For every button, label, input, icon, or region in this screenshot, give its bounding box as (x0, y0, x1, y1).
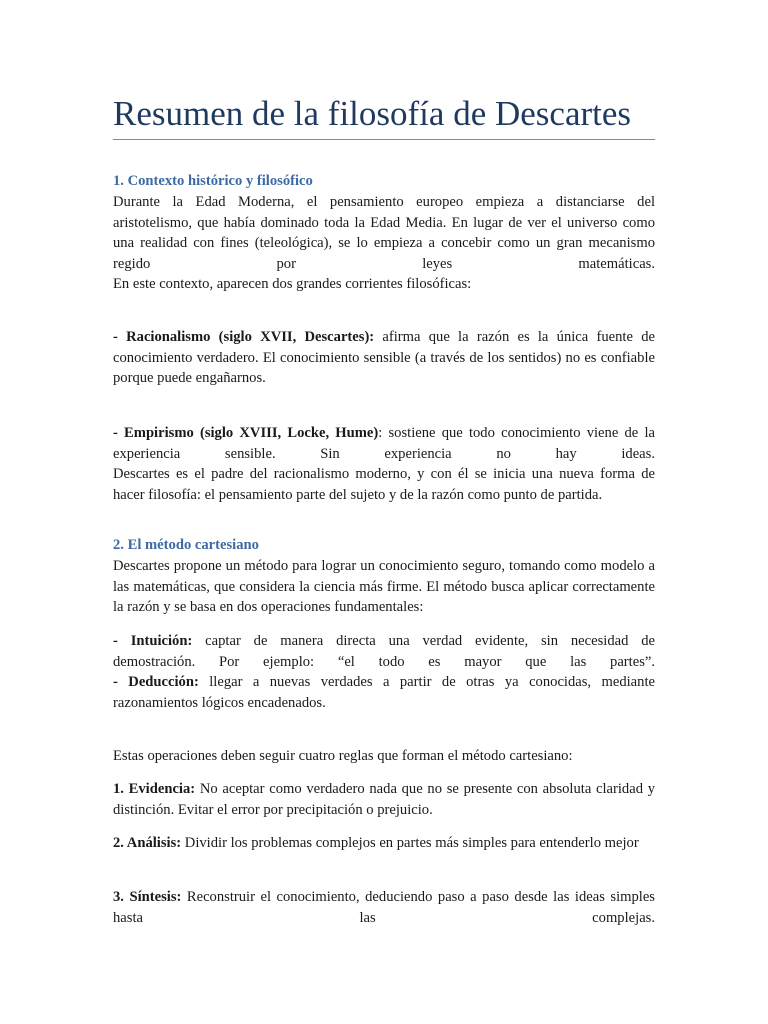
empirismo-label: - Empirismo (siglo XVIII, Locke, Hume) (113, 425, 379, 441)
paragraph-line: experiencia sensible. Sin experiencia no hay ideas. (113, 445, 655, 462)
regla-3-text: Reconstruir el conocimiento, deduciendo paso a paso desde las ideas simples (181, 889, 655, 905)
paragraph-line: En este contexto, aparecen dos grandes corrientes filosóficas: (113, 276, 472, 293)
paragraph-line: hacer filosofía: el pensamiento parte del sujeto y de la razón como punto de partida. (113, 486, 603, 503)
regla-2-label: 2. Análisis: (113, 835, 182, 851)
section-2-heading: 2. El método cartesiano (113, 537, 259, 553)
paragraph-line (113, 423, 655, 444)
regla-3-paragraph (113, 887, 655, 928)
regla-1-label: 1. Evidencia: (113, 781, 196, 797)
regla-1-paragraph (113, 779, 655, 820)
paragraph-line (113, 631, 655, 652)
section-1-heading: 1. Contexto histórico y filosófico (113, 173, 313, 189)
regla-2-text: Dividir los problemas complejos en partes más simples para entenderlo mejor (181, 835, 639, 851)
paragraph-line (113, 672, 655, 693)
paragraph-line: aristotelismo, que había dominado toda la Edad Media. En lugar de ver el universo como (113, 214, 655, 231)
racionalismo-text: afirma que la razón es la única fuente de conocimiento verdadero. El conocimiento sensible (a través de los sentidos) no es confiable porque puede engañarnos. (113, 329, 655, 387)
paragraph-line (113, 887, 655, 908)
paragraph-line: regido por leyes matemáticas. (113, 255, 655, 272)
paragraph-line: Durante la Edad Moderna, el pensamiento europeo empieza a distanciarse del (113, 194, 655, 210)
intuicion-text: captar de manera directa una verdad evidente, sin necesidad de (192, 633, 655, 649)
section-1-intro (113, 192, 655, 295)
empirismo-text: : sostiene que todo conocimiento viene de la (378, 425, 655, 441)
paragraph-line: una realidad con fines (teleológica), se lo empieza a concebir como un gran mecanismo (113, 235, 655, 252)
paragraph-line: demostración. Por ejemplo: “el todo es mayor que las partes”. (113, 653, 655, 670)
operaciones-paragraph (113, 631, 655, 713)
section-2-intro: Descartes propone un método para lograr un conocimiento seguro, tomando como modelo a las matemáticas, que considera la ciencia más firme. El método busca aplicar correctamente la razón y se basa en dos operaciones fundamentales: (113, 558, 655, 616)
paragraph-line: hasta las complejas. (113, 909, 655, 926)
paragraph-line: razonamientos lógicos encadenados. (113, 694, 326, 711)
regla-1-text: No aceptar como verdadero nada que no se presente con absoluta claridad y distinción. Evitar el error por precipitación o prejuicio. (113, 781, 656, 818)
paragraph-line: Descartes es el padre del racionalismo moderno, y con él se inicia una nueva forma de (113, 466, 655, 483)
empirismo-paragraph (113, 423, 655, 505)
deduccion-text: llegar a nuevas verdades a partir de otras ya conocidas, mediante (198, 674, 655, 691)
intuicion-label: - Intuición: (113, 633, 193, 649)
regla-3-label: 3. Síntesis: (113, 889, 182, 905)
racionalismo-label: - Racionalismo (siglo XVII, Descartes): (113, 329, 375, 345)
page-title: Resumen de la filosofía de Descartes (113, 94, 632, 133)
deduccion-label: - Deducción: (113, 674, 199, 691)
title-divider (113, 139, 655, 140)
racionalismo-paragraph (113, 327, 655, 389)
reglas-intro: Estas operaciones deben seguir cuatro reglas que forman el método cartesiano: (113, 748, 573, 764)
regla-2-paragraph (113, 833, 655, 854)
